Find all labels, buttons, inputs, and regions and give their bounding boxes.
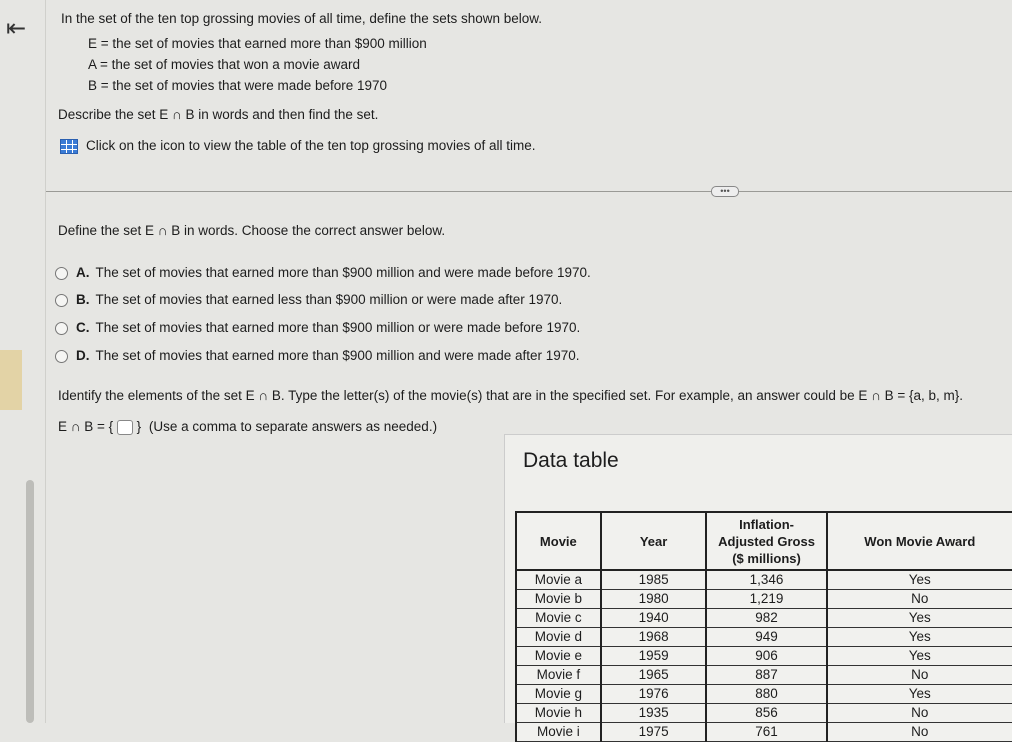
scrollbar[interactable]: [26, 480, 34, 723]
set-e-definition: E = the set of movies that earned more than $900 million: [88, 36, 427, 51]
movie-cell: Movie d: [516, 628, 601, 647]
award-cell: No: [827, 666, 1012, 685]
header-year: Year: [601, 512, 707, 570]
set-b-definition: B = the set of movies that were made before 1970: [88, 78, 388, 93]
option-letter: A.: [76, 265, 90, 280]
award-cell: Yes: [827, 685, 1012, 704]
table-row: [516, 647, 1012, 666]
left-rail: [0, 0, 46, 723]
gross-cell: 761: [706, 723, 826, 742]
table-link-text: Click on the icon to view the table of the ten top grossing movies of all time.: [86, 138, 536, 153]
award-cell: Yes: [827, 570, 1012, 590]
year-cell: 1976: [601, 685, 707, 704]
back-arrow-icon[interactable]: ⇤: [6, 15, 27, 42]
gross-cell: 887: [706, 666, 826, 685]
table-row: [516, 570, 1012, 590]
question-intro: In the set of the ten top grossing movies of all time, define the sets shown below.: [61, 11, 543, 26]
award-cell: Yes: [827, 609, 1012, 628]
option-letter: C.: [76, 320, 90, 335]
movie-cell: Movie f: [516, 666, 601, 685]
task-text: Describe the set E ∩ B in words and then find the set.: [58, 107, 379, 122]
option-b[interactable]: [55, 292, 562, 307]
movies-table: [515, 511, 1012, 742]
award-cell: Yes: [827, 628, 1012, 647]
radio-d[interactable]: [55, 350, 68, 363]
table-row: [516, 609, 1012, 628]
radio-a[interactable]: [55, 267, 68, 280]
year-cell: 1965: [601, 666, 707, 685]
year-cell: 1935: [601, 704, 707, 723]
divider: [46, 191, 1012, 192]
header-movie: Movie: [516, 512, 601, 570]
data-table-popup: [504, 434, 1012, 739]
movie-cell: Movie i: [516, 723, 601, 742]
option-c[interactable]: [55, 320, 580, 335]
part1-prompt: Define the set E ∩ B in words. Choose the correct answer below.: [58, 223, 446, 238]
year-cell: 1985: [601, 570, 707, 590]
gross-cell: 1,219: [706, 590, 826, 609]
option-d[interactable]: [55, 348, 580, 363]
award-cell: No: [827, 704, 1012, 723]
gross-cell: 906: [706, 647, 826, 666]
table-row: [516, 685, 1012, 704]
option-text: The set of movies that earned more than $900 million or were made before 1970.: [95, 320, 581, 335]
option-text: The set of movies that earned more than $900 million and were made before 1970.: [95, 265, 591, 280]
expand-more-button[interactable]: •••: [711, 186, 739, 197]
popup-title: Data table: [523, 449, 619, 472]
movie-cell: Movie a: [516, 570, 601, 590]
gross-cell: 880: [706, 685, 826, 704]
set-a-definition: A = the set of movies that won a movie award: [88, 57, 361, 72]
table-icon[interactable]: [60, 139, 78, 154]
answer-input[interactable]: [117, 420, 133, 435]
movie-cell: Movie c: [516, 609, 601, 628]
table-row: [516, 704, 1012, 723]
answer-hint: (Use a comma to separate answers as needed.): [148, 419, 438, 434]
table-row: [516, 628, 1012, 647]
year-cell: 1940: [601, 609, 707, 628]
answer-row: [58, 419, 437, 435]
award-cell: No: [827, 723, 1012, 742]
movie-cell: Movie g: [516, 685, 601, 704]
part2-prompt: Identify the elements of the set E ∩ B. Type the letter(s) of the movie(s) that are in the specified set. For example, an answer could be E ∩ B = {a, b, m}.: [58, 388, 963, 403]
radio-b[interactable]: [55, 294, 68, 307]
gross-cell: 949: [706, 628, 826, 647]
award-cell: Yes: [827, 647, 1012, 666]
table-link-row[interactable]: [60, 138, 535, 154]
header-award: Won Movie Award: [827, 512, 1012, 570]
gross-cell: 1,346: [706, 570, 826, 590]
table-row: [516, 590, 1012, 609]
progress-highlight: [0, 350, 22, 410]
movie-cell: Movie e: [516, 647, 601, 666]
header-gross: Inflation-Adjusted Gross ($ millions): [706, 512, 826, 570]
table-row: [516, 723, 1012, 742]
option-a[interactable]: [55, 265, 591, 280]
movie-cell: Movie b: [516, 590, 601, 609]
movie-cell: Movie h: [516, 704, 601, 723]
year-cell: 1975: [601, 723, 707, 742]
award-cell: No: [827, 590, 1012, 609]
option-letter: B.: [76, 292, 90, 307]
year-cell: 1968: [601, 628, 707, 647]
answer-rhs: }: [136, 419, 142, 434]
gross-cell: 982: [706, 609, 826, 628]
answer-lhs: E ∩ B = {: [58, 419, 114, 434]
option-text: The set of movies that earned more than $900 million and were made after 1970.: [95, 348, 580, 363]
gross-cell: 856: [706, 704, 826, 723]
year-cell: 1980: [601, 590, 707, 609]
table-row: [516, 666, 1012, 685]
radio-c[interactable]: [55, 322, 68, 335]
option-text: The set of movies that earned less than $900 million or were made after 1970.: [95, 292, 563, 307]
option-letter: D.: [76, 348, 90, 363]
year-cell: 1959: [601, 647, 707, 666]
